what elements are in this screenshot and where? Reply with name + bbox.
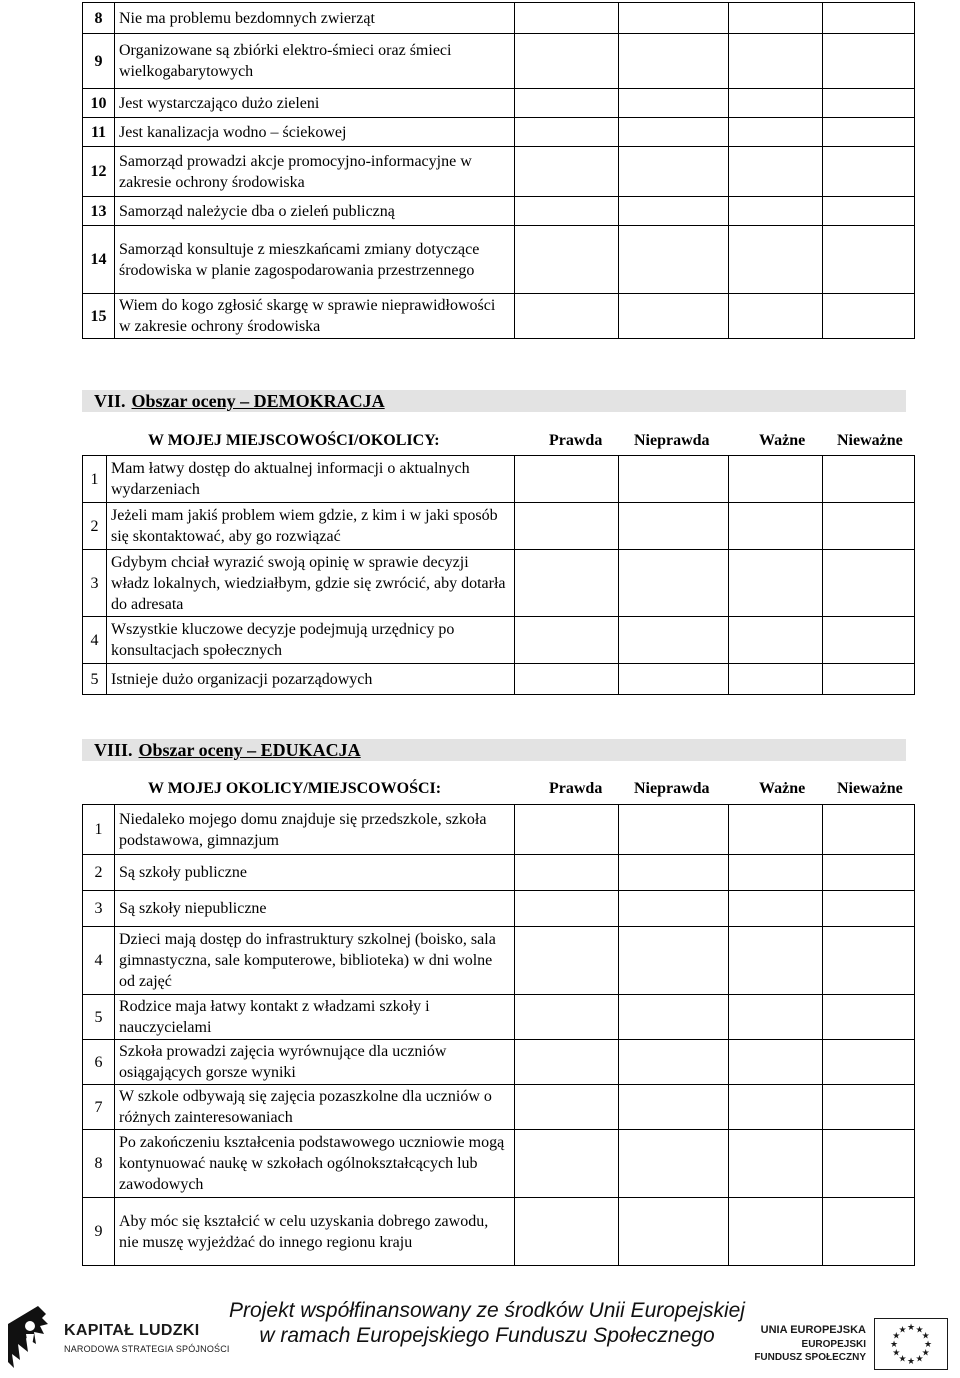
row-number: 3	[83, 891, 115, 927]
answer-box-prawda[interactable]	[515, 34, 619, 89]
answer-box-nieprawda[interactable]	[619, 34, 729, 89]
answer-box-niewazne[interactable]	[823, 1130, 915, 1198]
row-number: 10	[83, 89, 115, 118]
table-row	[83, 197, 915, 226]
section8-table	[82, 804, 915, 1266]
row-statement: Wiem do kogo zgłosić skargę w sprawie nieprawidłowości w zakresie ochrony środowiska	[115, 294, 515, 339]
answer-box-wazne[interactable]	[729, 617, 823, 664]
answer-box-prawda[interactable]	[515, 995, 619, 1040]
row-number: 8	[83, 1130, 115, 1198]
row-statement: Jest wystarczająco dużo zieleni	[115, 89, 515, 118]
row-statement: Samorząd należycie dba o zieleń publiczną	[115, 197, 515, 226]
answer-box-niewazne[interactable]	[823, 1085, 915, 1130]
eu-star-icon: ★	[898, 1324, 907, 1335]
table-row	[83, 1198, 915, 1266]
answer-box-prawda[interactable]	[515, 1130, 619, 1198]
place-header: W MOJEJ MIEJSCOWOŚCI/OKOLICY:	[148, 432, 440, 449]
row-statement: Szkoła prowadzi zajęcia wyrównujące dla uczniów osiągających gorsze wyniki	[115, 1040, 515, 1085]
section-viii-header	[82, 739, 906, 761]
row-number: 4	[83, 927, 115, 995]
answer-box-niewazne[interactable]	[823, 805, 915, 855]
answer-box-wazne[interactable]	[729, 89, 823, 118]
answer-box-wazne[interactable]	[729, 1085, 823, 1130]
answer-box-prawda[interactable]	[515, 118, 619, 147]
row-number: 1	[83, 805, 115, 855]
answer-box-wazne[interactable]	[729, 294, 823, 339]
answer-box-niewazne[interactable]	[823, 197, 915, 226]
row-statement: Dzieci mają dostęp do infrastruktury szkolnej (boisko, sala gimnastyczna, sale komputerowe, biblioteka) w dni wolne od zajęć	[115, 927, 515, 995]
answer-box-nieprawda[interactable]	[619, 855, 729, 891]
answer-box-niewazne[interactable]	[823, 617, 915, 664]
row-number: 2	[83, 855, 115, 891]
eu-logo-line-3: FUNDUSZ SPOŁECZNY	[754, 1352, 866, 1363]
answer-box-wazne[interactable]	[729, 503, 823, 550]
row-statement: W szkole odbywają się zajęcia pozaszkolne dla uczniów o różnych zainteresowaniach	[115, 1085, 515, 1130]
left-logo-title: KAPITAŁ LUDZKI	[64, 1322, 200, 1339]
answer-box-prawda[interactable]	[515, 294, 619, 339]
eu-star-icon: ★	[923, 1339, 933, 1349]
column-prawda: Prawda	[549, 432, 603, 449]
row-number: 11	[83, 118, 115, 147]
answer-box-nieprawda[interactable]	[619, 995, 729, 1040]
answer-box-nieprawda[interactable]	[619, 891, 729, 927]
answer-box-wazne[interactable]	[729, 927, 823, 995]
eu-star-icon: ★	[898, 1353, 907, 1364]
answer-box-wazne[interactable]	[729, 3, 823, 34]
kapital-ludzki-logo	[8, 1304, 238, 1370]
row-statement: Aby móc się kształcić w celu uzyskania dobrego zawodu, nie muszę wyjeżdżać do innego regionu kraju	[115, 1198, 515, 1266]
table-row	[83, 664, 915, 695]
row-statement: Samorząd prowadzi akcje promocyjno-informacyjne w zakresie ochrony środowiska	[115, 147, 515, 197]
answer-box-niewazne[interactable]	[823, 1040, 915, 1085]
answer-box-nieprawda[interactable]	[619, 805, 729, 855]
table-row	[83, 294, 915, 339]
row-statement: Gdybym chciał wyrazić swoją opinię w sprawie decyzji władz lokalnych, wiedziałbym, gdzie się zwrócić, aby dotarła do adresata	[107, 550, 515, 617]
answer-box-prawda[interactable]	[515, 3, 619, 34]
answer-box-nieprawda[interactable]	[619, 294, 729, 339]
eu-star-icon: ★	[906, 1356, 916, 1366]
section7-table	[82, 455, 915, 695]
answer-box-prawda[interactable]	[515, 147, 619, 197]
answer-box-nieprawda[interactable]	[619, 1130, 729, 1198]
answer-box-wazne[interactable]	[729, 197, 823, 226]
answer-box-niewazne[interactable]	[823, 927, 915, 995]
section-title: Obszar oceny – DEMOKRACJA	[131, 391, 385, 411]
row-statement: Samorząd konsultuje z mieszkańcami zmiany dotyczące środowiska w planie zagospodarowania przestrzennego	[115, 226, 515, 294]
table-row	[83, 995, 915, 1040]
answer-box-wazne[interactable]	[729, 855, 823, 891]
section-viii-column-headers	[0, 777, 960, 801]
eu-star-icon: ★	[915, 1353, 924, 1364]
table-row	[83, 503, 915, 550]
section6-table	[82, 2, 915, 339]
answer-box-niewazne[interactable]	[823, 3, 915, 34]
table-row	[83, 34, 915, 89]
answer-box-prawda[interactable]	[515, 855, 619, 891]
answer-box-niewazne[interactable]	[823, 664, 915, 695]
row-number: 5	[83, 664, 107, 695]
eu-logo-line-2: EUROPEJSKI	[801, 1339, 866, 1350]
table-row	[83, 456, 915, 503]
row-statement: Po zakończeniu kształcenia podstawowego uczniowie mogą kontynuować naukę w szkołach ogólnokształcących lub zawodowych	[115, 1130, 515, 1198]
column-niewazne: Nieważne	[837, 432, 903, 449]
eu-star-icon: ★	[921, 1330, 930, 1341]
eu-star-icon: ★	[889, 1339, 899, 1349]
answer-box-nieprawda[interactable]	[619, 456, 729, 503]
answer-box-prawda[interactable]	[515, 1198, 619, 1266]
eu-star-icon: ★	[892, 1347, 901, 1358]
eu-star-icon: ★	[906, 1322, 916, 1332]
answer-box-nieprawda[interactable]	[619, 617, 729, 664]
row-statement: Organizowane są zbiórki elektro-śmieci oraz śmieci wielkogabarytowych	[115, 34, 515, 89]
eu-flag-icon	[874, 1318, 948, 1370]
row-statement: Istnieje dużo organizacji pozarządowych	[107, 664, 515, 695]
answer-box-prawda[interactable]	[515, 927, 619, 995]
row-number: 2	[83, 503, 107, 550]
answer-box-nieprawda[interactable]	[619, 503, 729, 550]
row-number: 5	[83, 995, 115, 1040]
cofinancing-note	[222, 1298, 752, 1348]
answer-box-nieprawda[interactable]	[619, 550, 729, 617]
eu-star-icon: ★	[892, 1330, 901, 1341]
eu-star-icon: ★	[921, 1347, 930, 1358]
answer-box-wazne[interactable]	[729, 226, 823, 294]
table-row	[83, 89, 915, 118]
answer-box-niewazne[interactable]	[823, 1198, 915, 1266]
answer-box-wazne[interactable]	[729, 805, 823, 855]
answer-box-wazne[interactable]	[729, 995, 823, 1040]
table-row	[83, 1085, 915, 1130]
row-number: 8	[83, 3, 115, 34]
row-number: 12	[83, 147, 115, 197]
column-wazne: Ważne	[759, 432, 806, 449]
answer-box-prawda[interactable]	[515, 1040, 619, 1085]
table-row	[83, 226, 915, 294]
column-niewazne: Nieważne	[837, 780, 903, 797]
place-header: W MOJEJ OKOLICY/MIEJSCOWOŚCI:	[148, 780, 442, 797]
table-row	[83, 147, 915, 197]
left-logo-subtitle: NARODOWA STRATEGIA SPÓJNOŚCI	[64, 1344, 230, 1354]
column-nieprawda: Nieprawda	[634, 432, 710, 449]
answer-box-niewazne[interactable]	[823, 855, 915, 891]
answer-box-niewazne[interactable]	[823, 503, 915, 550]
row-statement: Mam łatwy dostęp do aktualnej informacji o aktualnych wydarzeniach	[107, 456, 515, 503]
answer-box-nieprawda[interactable]	[619, 664, 729, 695]
table-row	[83, 1040, 915, 1085]
table-row	[83, 550, 915, 617]
answer-box-prawda[interactable]	[515, 456, 619, 503]
table-row	[83, 617, 915, 664]
answer-box-nieprawda[interactable]	[619, 3, 729, 34]
answer-box-prawda[interactable]	[515, 226, 619, 294]
answer-box-wazne[interactable]	[729, 664, 823, 695]
answer-box-niewazne[interactable]	[823, 891, 915, 927]
section-vii-header	[82, 390, 906, 412]
row-number: 9	[83, 1198, 115, 1266]
answer-box-nieprawda[interactable]	[619, 927, 729, 995]
answer-box-nieprawda[interactable]	[619, 1085, 729, 1130]
answer-box-nieprawda[interactable]	[619, 1040, 729, 1085]
answer-box-prawda[interactable]	[515, 1085, 619, 1130]
answer-box-niewazne[interactable]	[823, 550, 915, 617]
answer-box-wazne[interactable]	[729, 147, 823, 197]
answer-box-niewazne[interactable]	[823, 456, 915, 503]
row-statement: Nie ma problemu bezdomnych zwierząt	[115, 3, 515, 34]
answer-box-wazne[interactable]	[729, 118, 823, 147]
table-row	[83, 3, 915, 34]
answer-box-niewazne[interactable]	[823, 226, 915, 294]
row-statement: Są szkoły niepubliczne	[115, 891, 515, 927]
cofinancing-line-2: w ramach Europejskiego Funduszu Społecznego	[259, 1324, 715, 1347]
answer-box-nieprawda[interactable]	[619, 89, 729, 118]
answer-box-nieprawda[interactable]	[619, 197, 729, 226]
answer-box-wazne[interactable]	[729, 1040, 823, 1085]
answer-box-niewazne[interactable]	[823, 89, 915, 118]
table-row	[83, 1130, 915, 1198]
section-number: VIII.	[94, 740, 133, 760]
answer-box-niewazne[interactable]	[823, 118, 915, 147]
answer-box-prawda[interactable]	[515, 550, 619, 617]
answer-box-wazne[interactable]	[729, 891, 823, 927]
answer-box-wazne[interactable]	[729, 550, 823, 617]
eu-logo-line-1: UNIA EUROPEJSKA	[760, 1324, 866, 1336]
answer-box-wazne[interactable]	[729, 1198, 823, 1266]
row-statement: Wszystkie kluczowe decyzje podejmują urzędnicy po konsultacjach społecznych	[107, 617, 515, 664]
kapital-ludzki-emblem-icon	[8, 1304, 60, 1370]
answer-box-wazne[interactable]	[729, 34, 823, 89]
answer-box-prawda[interactable]	[515, 664, 619, 695]
table-row	[83, 891, 915, 927]
row-number: 15	[83, 294, 115, 339]
answer-box-niewazne[interactable]	[823, 147, 915, 197]
column-prawda: Prawda	[549, 780, 603, 797]
answer-box-nieprawda[interactable]	[619, 118, 729, 147]
answer-box-prawda[interactable]	[515, 89, 619, 118]
column-nieprawda: Nieprawda	[634, 780, 710, 797]
table-row	[83, 927, 915, 995]
row-statement: Niedaleko mojego domu znajduje się przedszkole, szkoła podstawowa, gimnazjum	[115, 805, 515, 855]
row-number: 4	[83, 617, 107, 664]
row-statement: Są szkoły publiczne	[115, 855, 515, 891]
table-row	[83, 118, 915, 147]
answer-box-prawda[interactable]	[515, 805, 619, 855]
cofinancing-line-1: Projekt współfinansowany ze środków Unii Europejskiej	[229, 1299, 745, 1322]
row-number: 1	[83, 456, 107, 503]
row-number: 6	[83, 1040, 115, 1085]
section-number: VII.	[94, 391, 126, 411]
answer-box-nieprawda[interactable]	[619, 147, 729, 197]
answer-box-wazne[interactable]	[729, 456, 823, 503]
answer-box-nieprawda[interactable]	[619, 1198, 729, 1266]
answer-box-niewazne[interactable]	[823, 995, 915, 1040]
answer-box-prawda[interactable]	[515, 197, 619, 226]
row-statement: Jest kanalizacja wodno – ściekowej	[115, 118, 515, 147]
row-number: 13	[83, 197, 115, 226]
answer-box-nieprawda[interactable]	[619, 226, 729, 294]
eu-star-icon: ★	[915, 1324, 924, 1335]
eu-logo	[752, 1318, 952, 1374]
row-number: 7	[83, 1085, 115, 1130]
answer-box-niewazne[interactable]	[823, 294, 915, 339]
row-number: 14	[83, 226, 115, 294]
answer-box-prawda[interactable]	[515, 503, 619, 550]
table-row	[83, 805, 915, 855]
table-row	[83, 855, 915, 891]
column-wazne: Ważne	[759, 780, 806, 797]
answer-box-prawda[interactable]	[515, 891, 619, 927]
answer-box-prawda[interactable]	[515, 617, 619, 664]
row-statement: Jeżeli mam jakiś problem wiem gdzie, z kim i w jaki sposób się skontaktować, aby go rozwiązać	[107, 503, 515, 550]
section-vii-column-headers	[0, 429, 960, 453]
answer-box-wazne[interactable]	[729, 1130, 823, 1198]
answer-box-niewazne[interactable]	[823, 34, 915, 89]
row-number: 9	[83, 34, 115, 89]
row-statement: Rodzice maja łatwy kontakt z władzami szkoły i nauczycielami	[115, 995, 515, 1040]
row-number: 3	[83, 550, 107, 617]
section-title: Obszar oceny – EDUKACJA	[138, 740, 361, 760]
